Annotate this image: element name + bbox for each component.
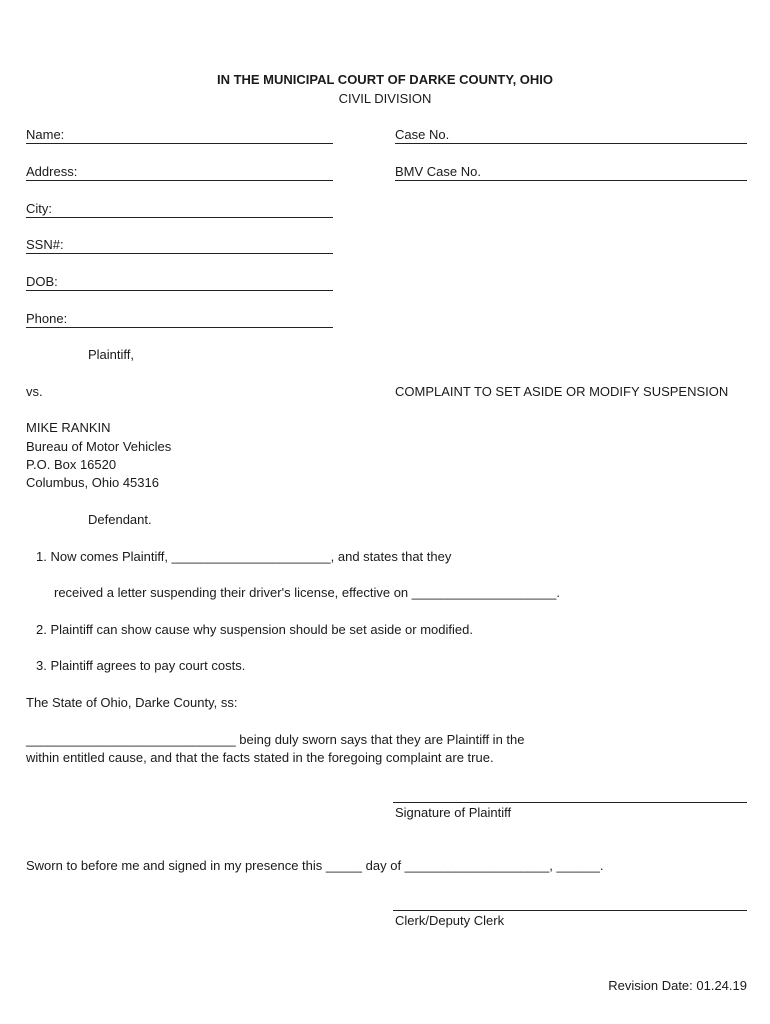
phone-field[interactable] <box>26 327 333 328</box>
bmv-case-no-field[interactable] <box>395 180 747 181</box>
complaint-title: COMPLAINT TO SET ASIDE OR MODIFY SUSPENSION <box>395 384 729 399</box>
dob-label: DOB: <box>26 274 58 289</box>
court-title: IN THE MUNICIPAL COURT OF DARKE COUNTY, OHIO <box>216 72 554 87</box>
defendant-po-box: P.O. Box 16520 <box>26 457 117 472</box>
signature-line[interactable] <box>393 802 747 803</box>
defendant-name: MIKE RANKIN <box>26 420 111 435</box>
item-3: 3. Plaintiff agrees to pay court costs. <box>36 658 246 673</box>
signature-label: Signature of Plaintiff <box>395 805 512 820</box>
defendant-caption: Defendant. <box>88 512 152 527</box>
name-label: Name: <box>26 127 65 142</box>
division-title: CIVIL DIVISION <box>338 91 432 106</box>
bmv-case-no-label: BMV Case No. <box>395 164 481 179</box>
state-line: The State of Ohio, Darke County, ss: <box>26 695 238 710</box>
defendant-org: Bureau of Motor Vehicles <box>26 439 172 454</box>
name-field[interactable] <box>26 143 333 144</box>
city-field[interactable] <box>26 217 333 218</box>
dob-field[interactable] <box>26 290 333 291</box>
city-label: City: <box>26 201 52 216</box>
address-label: Address: <box>26 164 78 179</box>
ssn-field[interactable] <box>26 253 333 254</box>
clerk-label: Clerk/Deputy Clerk <box>395 913 505 928</box>
affidavit-line-2: within entitled cause, and that the facts stated in the foregoing complaint are true. <box>26 750 494 765</box>
clerk-signature-line[interactable] <box>393 910 747 911</box>
case-no-label: Case No. <box>395 127 450 142</box>
item-1-line-2: received a letter suspending their driver's license, effective on ____________________. <box>54 585 560 600</box>
case-no-field[interactable] <box>395 143 747 144</box>
address-field[interactable] <box>26 180 333 181</box>
defendant-city: Columbus, Ohio 45316 <box>26 475 159 490</box>
phone-label: Phone: <box>26 311 68 326</box>
ssn-label: SSN#: <box>26 237 64 252</box>
item-1-line-1: 1. Now comes Plaintiff, ______________________, and states that they <box>36 549 452 564</box>
affidavit-line-1: _____________________________ being duly sworn says that they are Plaintiff in the <box>26 732 525 747</box>
revision-date: Revision Date: 01.24.19 <box>608 978 747 993</box>
vs-text: vs. <box>26 384 43 399</box>
plaintiff-caption: Plaintiff, <box>88 347 135 362</box>
item-2: 2. Plaintiff can show cause why suspension should be set aside or modified. <box>36 622 473 637</box>
sworn-line: Sworn to before me and signed in my presence this _____ day of ____________________, ______. <box>26 858 604 873</box>
